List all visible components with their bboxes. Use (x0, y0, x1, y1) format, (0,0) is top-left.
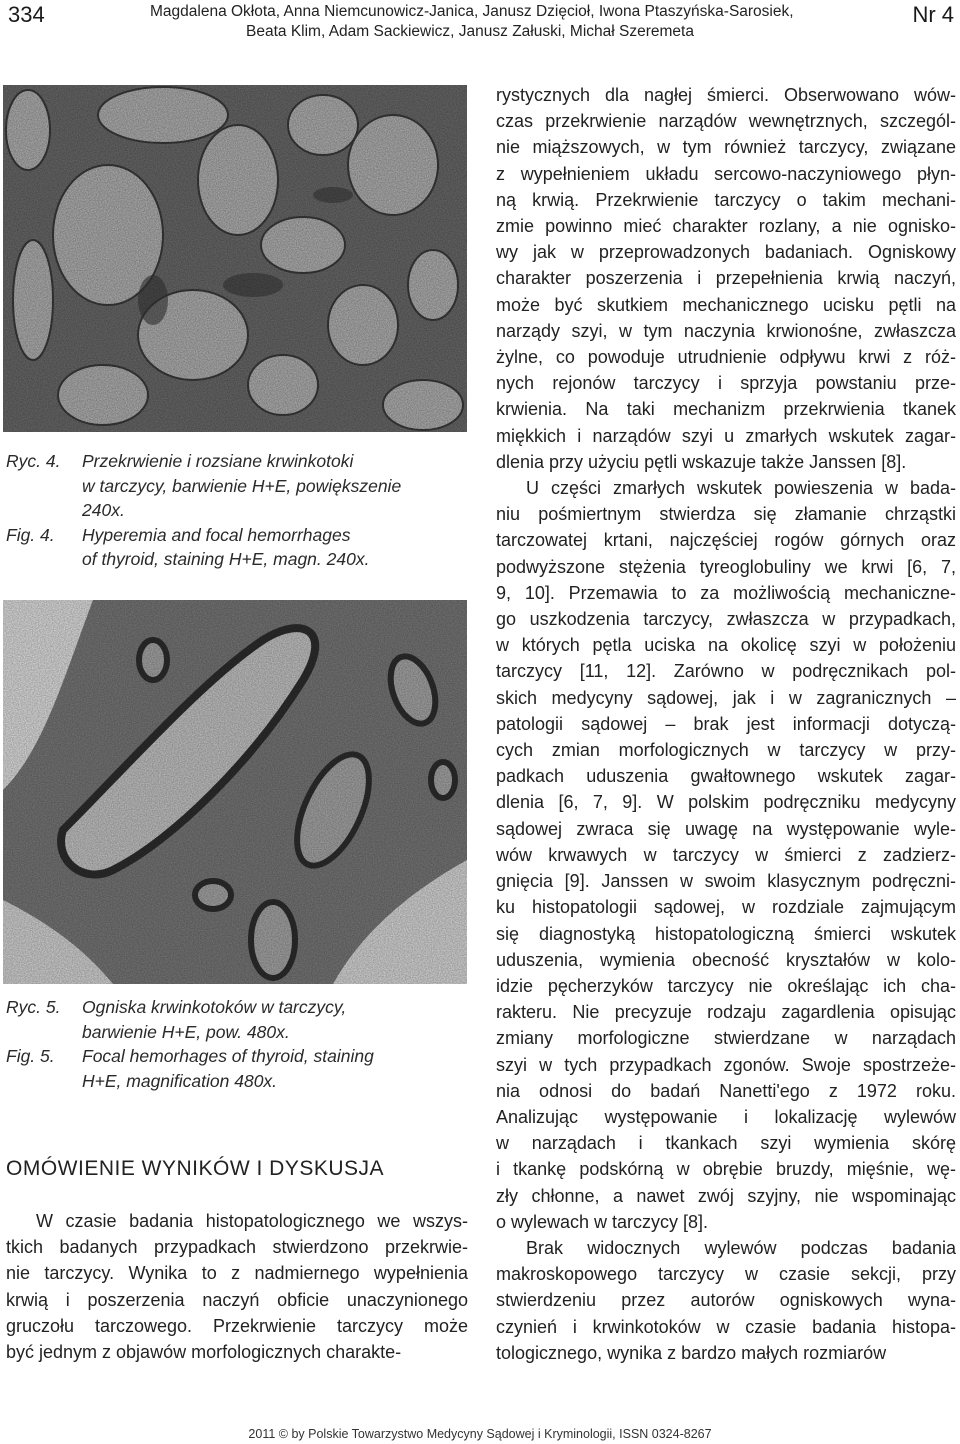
text-line: nie tarczycy. Wynika to z nadmiernego wypełnienia (6, 1263, 468, 1284)
text-line: krwienia. Na taki mechanizm przekrwienia tkanek (496, 399, 956, 420)
text-line: patologii sądowej – brak jest informacji dotyczą- (496, 713, 956, 734)
text-line: krwią i poszerzenia naczyń obficie unaczynionego (6, 1289, 468, 1310)
text-line: zmie powinno mieć charakter rozlany, a nie ognisko- (496, 216, 956, 237)
figure-5-caption-en-line: Focal hemorhages of thyroid, staining (82, 1046, 374, 1066)
text-line: w których pętla uciska na okolicę szyi w położeniu (496, 635, 956, 656)
left-column-text (6, 1208, 468, 1365)
text-line: gnięcia [9]. Janssen w swoim klasycznym podręczni- (496, 871, 956, 892)
page-footer: 2011 © by Polskie Towarzystwo Medycyny Sądowej i Kryminologii, ISSN 0324-8267 (248, 1427, 712, 1441)
text-line: ku histopatologii sądowej, w rozdziale zajmującym (496, 897, 956, 918)
text-line: tarczowatej krtani, najczęściej rogów górnych oraz (496, 530, 956, 551)
text-line: go uszkodzenia tarczycy, zwłaszcza w przypadkach, (496, 609, 956, 630)
text-line: uduszenia, wymienia obecność kryształów w kolo- (496, 949, 956, 970)
text-line: sądowej zwraca się uwagę na występowanie wyle- (496, 818, 956, 839)
text-line: U części zmarłych wskutek powieszenia w bada- (526, 478, 956, 499)
text-line: W czasie badania histopatologicznego we wszys- (36, 1211, 468, 1231)
text-line: podwyższone stężenia tyreoglobuliny we krwi [6, 7, (496, 556, 956, 577)
figure-5-caption (6, 995, 466, 1093)
text-line: Brak widocznych wylewów podczas badania (526, 1237, 956, 1258)
text-line: charakter poszerzenia i przepełnienia krwią naczyń, (496, 268, 956, 289)
figure-4-label-en: Fig. 4. (6, 524, 55, 545)
figure-5-label-en: Fig. 5. (6, 1046, 55, 1066)
text-line: czas przekrwienie narządów wewnętrznych, szczegól- (496, 111, 956, 132)
text-line: idzie pęcherzyków tarczycy nie określając ich cha- (496, 975, 956, 996)
figure-5-micrograph (3, 600, 467, 984)
text-line: być jednym z objawów morfologicznych charakte- (6, 1342, 402, 1363)
figure-4-caption-en-line: of thyroid, staining H+E, magn. 240x. (82, 549, 370, 569)
text-line: gruczołu tarczowego. Przekrwienie tarczycy może (6, 1315, 468, 1336)
figure-5-caption-en-line: H+E, magnification 480x. (82, 1070, 278, 1091)
text-line: ną krwią. Przekrwienie tarczycy o takim mechani- (496, 189, 956, 210)
text-line: tologicznego, wynika z bardzo małych rozmiarów (496, 1342, 887, 1363)
figure-4-caption-pl-line: w tarczycy, barwienie H+E, powiększenie (82, 475, 402, 496)
text-line: rystycznych dla nagłej śmierci. Obserwowano wów- (496, 85, 956, 105)
figure-4-caption (6, 449, 466, 572)
text-line: czynień i krwinkotoków w czasie badania histopa- (496, 1316, 956, 1337)
text-line: miękkich i narządów szyi u zmarłych wskutek zagar- (496, 425, 956, 446)
figure-5-label-pl: Ryc. 5. (6, 997, 61, 1017)
journal-issue: Nr 4 (912, 2, 954, 27)
text-line: 9, 10]. Przemawia to za możliwością mechaniczne- (496, 582, 956, 603)
text-line: nie miąższowych, w tym również tarczycy, związane (496, 137, 956, 158)
page-number: 334 (8, 2, 45, 27)
text-line: tkich badanych przypadkach stwierdzono przekrwie- (6, 1237, 468, 1258)
text-line: się diagnostyką histopatologiczną śmierci wskutek (496, 923, 956, 944)
figure-4-label-pl: Ryc. 4. (6, 451, 61, 471)
text-line: zły chłonne, a nawet zwój szyjny, nie wspominając (496, 1185, 956, 1206)
authors-line: Magdalena Okłota, Anna Niemcunowicz-Janica, Janusz Dzięcioł, Iwona Ptaszyńska-Sarosiek, (150, 3, 794, 20)
text-line: z wypełnieniem układu sercowo-naczyniowego płyn- (496, 163, 956, 184)
text-line: wów krwawych w tarczycy w śmierci z zadzierz- (496, 844, 956, 865)
running-header-authors (150, 2, 794, 42)
text-line: rakteru. Nie precyzuje rodzaju zagardlenia opisując (496, 1002, 956, 1023)
figure-4-caption-pl-line: Przekrwienie i rozsiane krwinkotoki (82, 451, 354, 471)
text-line: makroskopowego tarczycy w czasie sekcji, przy (496, 1264, 956, 1285)
figure-5-caption-pl-line: barwienie H+E, pow. 480x. (82, 1021, 290, 1042)
text-line: żylne, co powoduje utrudnienie odpływu krwi z róż- (496, 347, 956, 368)
authors-line: Beata Klim, Adam Sackiewicz, Janusz Załuski, Michał Szeremeta (246, 23, 694, 40)
text-line: nia odnosi do badań Nanetti'ego z 1972 roku. (496, 1080, 956, 1101)
right-column-text (496, 82, 956, 1366)
text-line: stwierdzeniu przez autorów ogniskowych wyna- (496, 1290, 956, 1311)
text-line: dlenia [6, 7, 9]. W polskim podręczniku medycyny (496, 792, 956, 813)
text-line: tarczycy [11, 12]. Zarówno w podręcznikach pol- (496, 661, 956, 682)
text-line: nych rejonów tarczycy i sprzyja powstaniu prze- (496, 373, 956, 394)
text-line: może być skutkiem mechanicznego ucisku pętli na (496, 294, 956, 315)
text-line: skich medycyny sądowej, jak i w zagranicznych – (496, 687, 956, 708)
section-heading: OMÓWIENIE WYNIKÓW I DYSKUSJA (6, 1157, 385, 1180)
text-line: szyi w tych przypadkach zgonów. Swoje spostrzeże- (496, 1054, 956, 1075)
text-line: w narządach i tkankach szyi wymienia skórę (496, 1133, 956, 1154)
text-line: i tkankę podskórną w obrębie bruzdy, mięśnie, wę- (496, 1159, 956, 1180)
text-line: Analizując występowanie i lokalizację wylewów (496, 1106, 956, 1127)
text-line: cych zmian morfologicznych w tarczycy w przy- (496, 740, 956, 761)
figure-5-caption-pl-line: Ogniska krwinkotoków w tarczycy, (82, 997, 347, 1017)
text-line: wy jak w przeprowadzonych badaniach. Ogniskowy (496, 242, 956, 263)
figure-4-caption-en-line: Hyperemia and focal hemorrhages (82, 524, 351, 545)
text-line: narządy szyi, w tym naczynia krwionośne, zwłaszcza (496, 320, 956, 341)
figure-4-micrograph (3, 85, 467, 432)
text-line: padkach uduszenia gwałtownego wskutek zagar- (496, 766, 956, 787)
figure-4-caption-pl-line: 240x. (82, 500, 125, 520)
text-line: dlenia przy użyciu pętli wskazuje także Janssen [8]. (496, 451, 907, 472)
text-line: zmiany morfologiczne stwierdzane w narządach (496, 1028, 956, 1049)
text-line: niu pośmiertnym stwierdza się złamanie chrząstki (496, 504, 956, 525)
text-line: o wylewach w tarczycy [8]. (496, 1211, 709, 1232)
